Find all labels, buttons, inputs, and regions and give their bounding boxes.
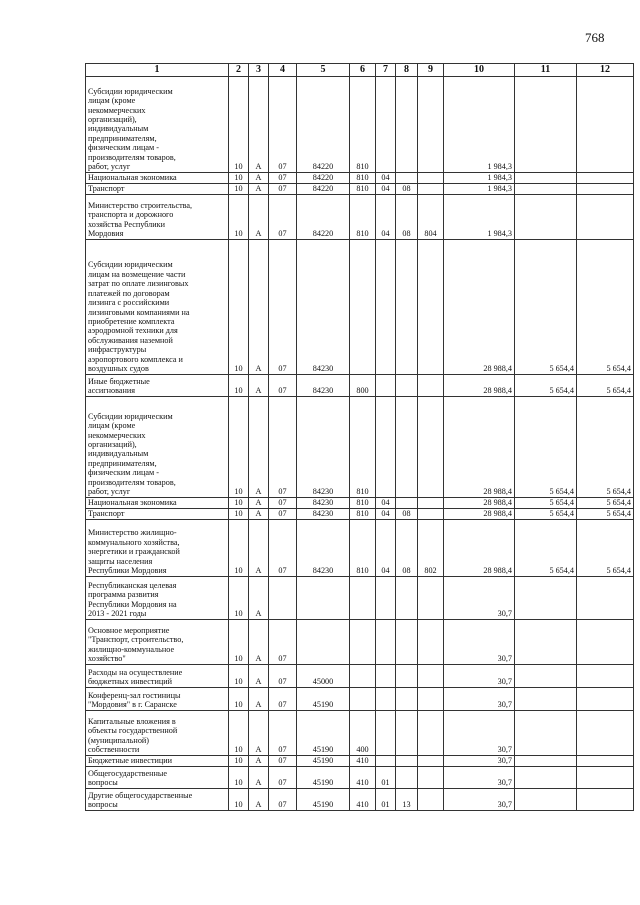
table-cell: 10 — [229, 755, 249, 766]
table-cell: 07 — [269, 519, 297, 576]
table-cell: 28 988,4 — [444, 239, 515, 374]
table-cell: 28 988,4 — [444, 508, 515, 519]
table-cell: А — [249, 687, 269, 710]
row-label: Капитальные вложения в объекты государственной (муниципальной) собственности — [86, 710, 229, 755]
table-cell — [418, 619, 444, 664]
table-cell — [396, 239, 418, 374]
table-cell — [418, 497, 444, 508]
table-cell: А — [249, 396, 269, 497]
table-cell: А — [249, 710, 269, 755]
table-cell: А — [249, 194, 269, 239]
table-cell: 10 — [229, 710, 249, 755]
table-cell: А — [249, 664, 269, 687]
table-cell — [515, 687, 577, 710]
table-cell — [396, 710, 418, 755]
table-cell: 28 988,4 — [444, 497, 515, 508]
column-header: 10 — [444, 64, 515, 77]
row-label: Национальная экономика — [86, 172, 229, 183]
table-cell — [396, 576, 418, 619]
table-cell — [577, 766, 634, 788]
table-cell: 04 — [376, 519, 396, 576]
table-cell: 07 — [269, 766, 297, 788]
budget-table — [85, 63, 634, 811]
row-label: Бюджетные инвестиции — [86, 755, 229, 766]
table-cell: 810 — [350, 497, 376, 508]
table-row — [86, 183, 634, 194]
table-cell: 30,7 — [444, 664, 515, 687]
table-cell: 5 654,4 — [577, 508, 634, 519]
table-cell: 04 — [376, 172, 396, 183]
table-cell: 810 — [350, 194, 376, 239]
column-header: 2 — [229, 64, 249, 77]
table-cell: 10 — [229, 76, 249, 172]
table-cell: 84220 — [297, 76, 350, 172]
row-label: Расходы на осуществление бюджетных инвестиций — [86, 664, 229, 687]
table-cell — [396, 619, 418, 664]
table-cell — [577, 619, 634, 664]
table-cell: 28 988,4 — [444, 519, 515, 576]
table-cell — [396, 374, 418, 396]
table-cell — [396, 755, 418, 766]
table-cell — [577, 710, 634, 755]
table-cell: 30,7 — [444, 755, 515, 766]
table-cell: 04 — [376, 497, 396, 508]
column-header: 3 — [249, 64, 269, 77]
table-cell: 30,7 — [444, 687, 515, 710]
table-cell — [515, 172, 577, 183]
row-label: Транспорт — [86, 508, 229, 519]
table-cell — [376, 664, 396, 687]
table-cell: 5 654,4 — [515, 239, 577, 374]
table-cell — [418, 755, 444, 766]
row-label: Министерство жилищно- коммунального хозяйства, энергетики и гражданской защиты населения Республики Мордовия — [86, 519, 229, 576]
table-cell: 45000 — [297, 664, 350, 687]
table-cell: 08 — [396, 183, 418, 194]
table-cell — [376, 239, 396, 374]
table-cell: 01 — [376, 788, 396, 810]
table-row — [86, 755, 634, 766]
column-header: 4 — [269, 64, 297, 77]
table-cell: 1 984,3 — [444, 76, 515, 172]
column-header: 5 — [297, 64, 350, 77]
table-cell — [396, 172, 418, 183]
table-cell: 10 — [229, 766, 249, 788]
table-row — [86, 788, 634, 810]
table-cell — [577, 76, 634, 172]
table-cell: 07 — [269, 183, 297, 194]
table-cell — [515, 755, 577, 766]
table-cell: 30,7 — [444, 576, 515, 619]
table-row — [86, 619, 634, 664]
table-cell — [577, 172, 634, 183]
table-row — [86, 239, 634, 374]
table-row — [86, 710, 634, 755]
table-cell: 45190 — [297, 788, 350, 810]
table-cell — [350, 239, 376, 374]
table-cell: 30,7 — [444, 788, 515, 810]
table-cell — [418, 239, 444, 374]
table-cell: 10 — [229, 519, 249, 576]
table-cell: 10 — [229, 508, 249, 519]
table-row — [86, 396, 634, 497]
table-cell: 5 654,4 — [577, 239, 634, 374]
table-cell: 410 — [350, 755, 376, 766]
row-label: Республиканская целевая программа развития Республики Мордовия на 2013 - 2021 годы — [86, 576, 229, 619]
table-cell: 28 988,4 — [444, 396, 515, 497]
table-cell: 84220 — [297, 194, 350, 239]
table-cell — [297, 576, 350, 619]
row-label: Национальная экономика — [86, 497, 229, 508]
table-cell: 5 654,4 — [577, 396, 634, 497]
table-cell: 07 — [269, 374, 297, 396]
table-cell: 10 — [229, 172, 249, 183]
table-cell: 84230 — [297, 374, 350, 396]
table-cell: 84230 — [297, 239, 350, 374]
table-row — [86, 519, 634, 576]
table-cell — [577, 183, 634, 194]
table-cell — [418, 687, 444, 710]
table-cell — [515, 76, 577, 172]
table-cell: А — [249, 576, 269, 619]
table-cell: 08 — [396, 519, 418, 576]
table-cell: 400 — [350, 710, 376, 755]
table-cell: А — [249, 755, 269, 766]
table-cell — [515, 183, 577, 194]
table-row — [86, 76, 634, 172]
table-cell — [418, 710, 444, 755]
table-cell: А — [249, 183, 269, 194]
table-cell — [418, 374, 444, 396]
table-cell: 07 — [269, 755, 297, 766]
table-cell: 810 — [350, 172, 376, 183]
table-cell — [577, 755, 634, 766]
table-cell: 07 — [269, 788, 297, 810]
table-cell — [515, 619, 577, 664]
table-cell — [376, 755, 396, 766]
table-cell: 45190 — [297, 755, 350, 766]
table-cell — [376, 576, 396, 619]
table-cell — [396, 497, 418, 508]
row-label: Иные бюджетные ассигнования — [86, 374, 229, 396]
table-cell — [376, 710, 396, 755]
table-cell: 802 — [418, 519, 444, 576]
table-cell — [350, 619, 376, 664]
table-cell: 10 — [229, 576, 249, 619]
table-cell — [396, 76, 418, 172]
table-cell: 07 — [269, 194, 297, 239]
table-cell: 07 — [269, 76, 297, 172]
table-cell — [376, 619, 396, 664]
table-cell — [418, 508, 444, 519]
table-cell: 07 — [269, 619, 297, 664]
table-cell: 45190 — [297, 687, 350, 710]
table-cell — [577, 194, 634, 239]
row-label: Транспорт — [86, 183, 229, 194]
table-cell: 01 — [376, 766, 396, 788]
table-cell: 08 — [396, 508, 418, 519]
table-cell: А — [249, 519, 269, 576]
table-cell: 10 — [229, 687, 249, 710]
column-header: 9 — [418, 64, 444, 77]
table-cell: 1 984,3 — [444, 172, 515, 183]
table-cell: 10 — [229, 788, 249, 810]
table-cell: 810 — [350, 76, 376, 172]
table-cell: 810 — [350, 508, 376, 519]
table-cell — [418, 788, 444, 810]
table-cell: 04 — [376, 183, 396, 194]
table-cell: А — [249, 239, 269, 374]
table-cell: 1 984,3 — [444, 194, 515, 239]
table-cell: 07 — [269, 508, 297, 519]
table-row — [86, 497, 634, 508]
table-cell — [515, 194, 577, 239]
table-cell — [418, 576, 444, 619]
table-cell — [418, 766, 444, 788]
table-cell: 10 — [229, 183, 249, 194]
table-cell: 28 988,4 — [444, 374, 515, 396]
row-label: Другие общегосударственные вопросы — [86, 788, 229, 810]
table-cell: 04 — [376, 194, 396, 239]
table-cell: 810 — [350, 183, 376, 194]
table-cell: 30,7 — [444, 710, 515, 755]
table-cell: 5 654,4 — [577, 519, 634, 576]
table-cell: 13 — [396, 788, 418, 810]
table-cell: 07 — [269, 239, 297, 374]
table-row — [86, 687, 634, 710]
table-cell: 10 — [229, 619, 249, 664]
table-row — [86, 766, 634, 788]
column-header: 8 — [396, 64, 418, 77]
table-cell: 84230 — [297, 519, 350, 576]
table-cell — [350, 687, 376, 710]
table-cell: 10 — [229, 396, 249, 497]
table-cell: 5 654,4 — [577, 497, 634, 508]
column-header: 1 — [86, 64, 229, 77]
table-cell: 810 — [350, 396, 376, 497]
column-header: 11 — [515, 64, 577, 77]
table-cell: 5 654,4 — [515, 374, 577, 396]
row-label: Субсидии юридическим лицам (кроме некоммерческих организаций), индивидуальным предпринимателям, физическим лицам - производителям товаров, работ, услуг — [86, 76, 229, 172]
table-cell — [418, 183, 444, 194]
table-cell — [577, 788, 634, 810]
table-cell: А — [249, 172, 269, 183]
table-cell: 07 — [269, 497, 297, 508]
table-cell: 5 654,4 — [515, 508, 577, 519]
table-cell: 804 — [418, 194, 444, 239]
column-header: 12 — [577, 64, 634, 77]
table-cell: 800 — [350, 374, 376, 396]
row-label: Субсидии юридическим лицам на возмещение части затрат по оплате лизинговых платежей по договорам лизинга с российскими лизинговыми компаниями на приобретение комплекта аэродромной техники для обслуживания наземной инфраструктуры аэропортового комплекса и воздушных судов — [86, 239, 229, 374]
table-cell — [577, 687, 634, 710]
row-label: Основное мероприятие "Транспорт, строительство, жилищно-коммунальное хозяйство" — [86, 619, 229, 664]
table-cell: 07 — [269, 172, 297, 183]
table-cell — [350, 664, 376, 687]
table-cell — [297, 619, 350, 664]
table-cell: 07 — [269, 687, 297, 710]
page-number: 768 — [585, 30, 605, 45]
row-label: Общегосударственные вопросы — [86, 766, 229, 788]
table-cell: 08 — [396, 194, 418, 239]
table-row — [86, 576, 634, 619]
table-cell: 410 — [350, 766, 376, 788]
table-cell: 10 — [229, 497, 249, 508]
table-cell: 04 — [376, 508, 396, 519]
table-cell: А — [249, 619, 269, 664]
table-cell: 5 654,4 — [515, 396, 577, 497]
table-cell — [396, 687, 418, 710]
table-cell: А — [249, 374, 269, 396]
table-cell: 10 — [229, 374, 249, 396]
table-cell: 07 — [269, 396, 297, 497]
table-cell: А — [249, 766, 269, 788]
table-cell — [515, 710, 577, 755]
table-cell — [418, 172, 444, 183]
table-cell — [515, 766, 577, 788]
table-cell — [396, 766, 418, 788]
table-cell: 5 654,4 — [515, 497, 577, 508]
table-cell: 84230 — [297, 396, 350, 497]
table-cell — [350, 576, 376, 619]
table-cell — [269, 576, 297, 619]
table-cell — [396, 664, 418, 687]
table-cell: 5 654,4 — [515, 519, 577, 576]
table-cell: А — [249, 76, 269, 172]
table-cell — [376, 76, 396, 172]
table-cell: 10 — [229, 239, 249, 374]
table-cell: 10 — [229, 664, 249, 687]
table-header-row — [86, 64, 634, 77]
table-cell — [418, 76, 444, 172]
table-cell: 1 984,3 — [444, 183, 515, 194]
table-cell: А — [249, 497, 269, 508]
table-cell — [376, 396, 396, 497]
table-cell: 30,7 — [444, 766, 515, 788]
table-row — [86, 194, 634, 239]
table-cell: 84230 — [297, 508, 350, 519]
column-header: 6 — [350, 64, 376, 77]
table-cell: 810 — [350, 519, 376, 576]
table-cell: 410 — [350, 788, 376, 810]
table-cell — [577, 664, 634, 687]
table-row — [86, 374, 634, 396]
table-cell — [418, 396, 444, 497]
table-cell: 30,7 — [444, 619, 515, 664]
table-cell: 84220 — [297, 183, 350, 194]
table-cell: 07 — [269, 710, 297, 755]
table-row — [86, 664, 634, 687]
table-cell — [515, 788, 577, 810]
table-cell — [376, 374, 396, 396]
table-cell — [376, 687, 396, 710]
row-label: Субсидии юридическим лицам (кроме некоммерческих организаций), индивидуальным предпринимателям, физическим лицам - производителям товаров, работ, услуг — [86, 396, 229, 497]
table-cell — [515, 576, 577, 619]
table-cell — [418, 664, 444, 687]
table-cell: 45190 — [297, 766, 350, 788]
row-label: Конференц-зал гостиницы "Мордовия" в г. Саранске — [86, 687, 229, 710]
table-cell: 5 654,4 — [577, 374, 634, 396]
table-cell: 10 — [229, 194, 249, 239]
table-cell: 84230 — [297, 497, 350, 508]
table-cell — [396, 396, 418, 497]
table-cell — [515, 664, 577, 687]
table-cell: 07 — [269, 664, 297, 687]
table-row — [86, 508, 634, 519]
table-cell — [577, 576, 634, 619]
table-row — [86, 172, 634, 183]
table-cell: 45190 — [297, 710, 350, 755]
column-header: 7 — [376, 64, 396, 77]
row-label: Министерство строительства, транспорта и дорожного хозяйства Республики Мордовия — [86, 194, 229, 239]
table-cell: 84220 — [297, 172, 350, 183]
table-cell: А — [249, 788, 269, 810]
table-cell: А — [249, 508, 269, 519]
